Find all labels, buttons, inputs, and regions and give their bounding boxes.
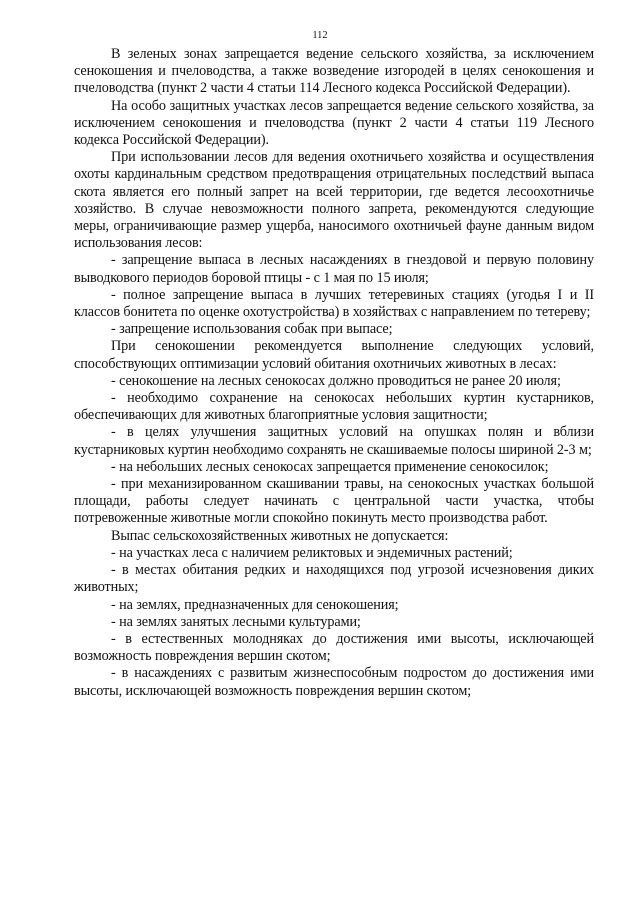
paragraph: На особо защитных участках лесов запрещается ведение сельского хозяйства, за исключением сенокошения и пчеловодства (пункт 2 части 4 статьи 119 Лесного кодекса Российской Федерации). [74,97,594,149]
paragraph: При использовании лесов для ведения охотничьего хозяйства и осуществления охоты кардинальным средством предотвращения отрицательных последствий выпаса скота является его полный запрет на всей территории, где ведется лесоохотничье хозяйство. В случае невозможности полного запрета, рекомендуются следующие меры, ограничивающие размер ущерба, наносимого охотничьей фауне данным видом использования лесов: [74,149,594,252]
paragraph: Выпас сельскохозяйственных животных не допускается: [111,527,449,544]
list-item: - в целях улучшения защитных условий на опушках полян и вблизи кустарниковых куртин необходимо сохранять не скашиваемые полосы шириной 2-3 м; [74,424,594,458]
list-item: - запрещение использования собак при выпасе; [111,321,393,338]
list-item: - запрещение выпаса в лесных насаждениях в гнездовой и первую половину выводкового периодов боровой птицы - с 1 мая по 15 июля; [74,252,594,286]
list-item: - на небольших лесных сенокосах запрещается применение сенокосилок; [111,458,549,475]
paragraph: При сенокошении рекомендуется выполнение следующих условий, способствующих оптимизации условий обитания охотничьих животных в лесах: [74,338,594,372]
list-item: - необходимо сохранение на сенокосах небольших куртин кустарников, обеспечивающих для животных благоприятные условия защитности; [74,390,594,424]
list-item: - полное запрещение выпаса в лучших тетеревиных стациях (угодья I и II классов бонитета по оценке охотустройства) в хозяйствах с направлением по тетереву; [74,286,594,321]
list-item: - в местах обитания редких и находящихся под угрозой исчезновения диких животных; [74,562,594,596]
list-item: - на участках леса с наличием реликтовых и эндемичных растений; [111,544,513,561]
list-item: - в естественных молодняках до достижения ими высоты, исключающей возможность повреждения вершин скотом; [74,630,594,665]
list-item: - сенокошение на лесных сенокосах должно проводиться не ранее 20 июля; [111,372,561,389]
paragraph: В зеленых зонах запрещается ведение сельского хозяйства, за исключением сенокошения и пчеловодства, а также возведение изгородей в целях сенокошения и пчеловодства (пункт 2 части 4 статьи 114 Лесного кодекса Российской Федерации). [74,46,594,97]
list-item: - при механизированном скашивании травы, на сенокосных участках большой площади, работы следует начинать с центральной части участка, чтобы потревоженные животные могли спокойно покинуть место производства работ. [74,476,594,527]
page-number: 112 [312,30,328,41]
list-item: - в насаждениях с развитым жизнеспособным подростом до достижения ими высоты, исключающей возможность повреждения вершин скотом; [74,665,594,699]
page-body [74,46,594,700]
list-item: - на землях, предназначенных для сенокошения; [111,596,399,613]
list-item: - на землях занятых лесными культурами; [111,613,361,630]
